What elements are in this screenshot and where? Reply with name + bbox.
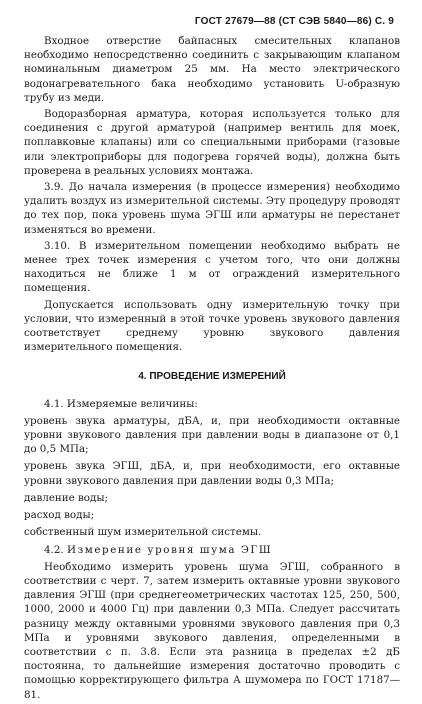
list-item: уровень звука ЭГШ, дБА, и, при необходимости, его октавные уровни звукового давления при давлении воды 0,3 МПа; — [24, 460, 400, 487]
list-item: уровень звука арматуры, дБА, и, при необходимости октавные уровни звукового давления при давлении воды в диапазоне от 0,1 до 0,5 МПа; — [24, 414, 400, 456]
paragraph-4-1: 4.1. Измеряемые величины: — [44, 397, 198, 410]
paragraph-bypass-valves: Входное отверстие байпасных смесительных клапанов необходимо непосредственно соединить с закрывающим клапаном номинальным диаметром 25 мм. На место электрического водонагревательного бака необходимо установить U-образную трубу из меди. — [24, 35, 400, 104]
paragraph-3-9: 3.9. До начала измерения (в процессе измерения) необходимо удалить воздух из измерительной системы. Эту процедуру проводят до тех пор, пока уровень шума ЭГШ или арматуры не перестанет изменяться во времени. — [24, 181, 400, 236]
subsection-number: 4.2. — [44, 543, 64, 556]
paragraph-water-fittings: Водоразборная арматура, которая используется только для соединения с другой арматурой (например вентиль для моек, поплавковые клапаны) или со специальными приборами (газовые или электроприборы для подогрева горячей воды), должна быть проверена в реальных условиях монтажа. — [24, 108, 400, 177]
subsection-title: Измерение уровня шума ЭГШ — [66, 543, 273, 556]
page-header: ГОСТ 27679—88 (СТ СЭВ 5840—86) С. 9 — [194, 16, 394, 27]
section-title-4: 4. ПРОВЕДЕНИЕ ИЗМЕРЕНИЙ — [138, 371, 286, 383]
paragraph-3-10: 3.10. В измерительном помещении необходимо выбрать не менее трех точек измерения с учетом того, что они должны находиться не ближе 1 м от ограждений измерительного помещения. — [24, 239, 400, 295]
document-body — [24, 34, 400, 704]
list-item: давление воды; — [24, 491, 109, 504]
list-item: собственный шум измерительной системы. — [24, 526, 262, 539]
paragraph-single-point: Допускается использовать одну измерительную точку при условии, что измеренный в этой точке уровень звукового давления соответствует среднему уровню звукового давления измерительного помещения. — [24, 298, 400, 354]
paragraph-4-2: Необходимо измерить уровень шума ЭГШ, собранного в соответствии с черт. 7, затем измерить октавные уровни звукового давления ЭГШ (при среднегеометрических частотах 125, 250, 500, 1000, 2000 и 4000 Гц) при давлении 0,3 МПа. Следует рассчитать разницу между октавными уровнями звукового давления при 0,3 МПа и уровнями звукового давления, определенными в соответствии с п. 3.8. Если эта разница в пределах ±2 дБ постоянна, то дальнейшие измерения достаточно проводить с помощью корректирующего фильтра А шумомера по ГОСТ 17187—81. — [24, 560, 400, 701]
list-item: расход воды; — [24, 509, 95, 522]
subsection-heading-4-2 — [24, 543, 400, 557]
